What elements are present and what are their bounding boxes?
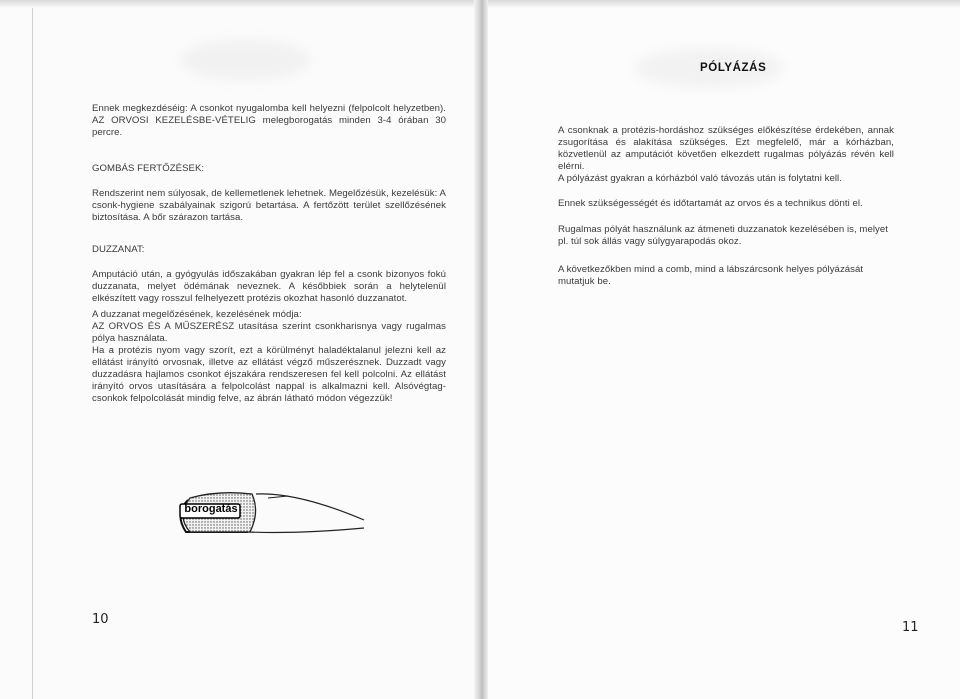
swelling-paragraph-1: Amputáció után, a gyógyulás időszakában gyakran lép fel a csonk bizonyos fokú duzzanata, melyet ödémának neveznek. A későbbiek során a helytelenül elkészített vagy rosszul felhelyezett protézis okozhat hasonló duzzanatot. bbox=[92, 269, 446, 304]
right-page bbox=[484, 0, 960, 699]
bandaging-paragraph-1: A csonknak a protézis-hordáshoz szükséges előkészítése érdekében, annak zsugorítása és alakítása szükséges. Ezt megfelelő, már a kórházban, közvetlenül az amputációt követően elkezdett rugalmas pólyázás révén kell elérni. bbox=[558, 125, 894, 172]
top-shade bbox=[0, 0, 478, 8]
bandaging-paragraph-3: Ennek szükségességét és időtartamát az orvos és a technikus dönti el. bbox=[558, 198, 863, 209]
page-number-right: 11 bbox=[902, 620, 919, 635]
top-shade bbox=[484, 0, 960, 8]
swelling-heading: DUZZANAT: bbox=[92, 244, 145, 255]
fungal-heading: GOMBÁS FERTŐZÉSEK: bbox=[92, 163, 205, 174]
book-gutter bbox=[474, 0, 488, 699]
compress-label: borogatás bbox=[184, 503, 238, 515]
page-number-left: 10 bbox=[92, 612, 109, 627]
page-edge-line bbox=[32, 0, 33, 699]
bandaging-paragraph-4: Rugalmas pólyát használunk az átmeneti duzzanatok kezelésében is, melyet pl. túl sok állás vagy súlygyarapodás okoz. bbox=[558, 224, 888, 247]
swelling-paragraph-3: AZ ORVOS ÉS A MŰSZERÉSZ utasítása szerint csonkharisnya vagy rugalmas pólya használata. bbox=[92, 321, 446, 344]
page-title: PÓLYÁZÁS bbox=[700, 62, 767, 74]
bandaging-paragraph-5: A következőkben mind a comb, mind a lábszárcsonk helyes pólyázását mutatjuk be. bbox=[558, 264, 864, 287]
stump-elevation-illustration bbox=[168, 482, 368, 547]
print-smudge bbox=[180, 40, 310, 80]
swelling-paragraph-2: A duzzanat megelőzésének, kezelésének módja: bbox=[92, 309, 302, 320]
swelling-paragraph-4: Ha a protézis nyom vagy szorít, ezt a körülményt haladéktalanul jelezni kell az ellátást irányító orvosnak, illetve az ellátást végző műszerésznek. Duzzadt vagy duzzadásra hajlamos csonkot éjszakára rendszeresen fel kell polcolni. Az ellátást irányító orvos utasítására a felpolcolást nappal is alkalmazni kell. Alsóvégtag-csonkok felpolcolását mindig felve, az ábrán látható módon végezzük! bbox=[92, 345, 446, 404]
bandaging-paragraph-2: A pólyázást gyakran a kórházból való távozás után is folytatni kell. bbox=[558, 173, 842, 184]
fungal-paragraph: Rendszerint nem súlyosak, de kellemetlenek lehetnek. Megelőzésük, kezelésük: A csonk-hygiene szabályainak szigorú betartása. A fertőzött terület szellőzésének biztosítása. A bőr szárazon tartása. bbox=[92, 188, 446, 223]
intro-paragraph: Ennek megkezdéséig: A csonkot nyugalomba kell helyezni (felpolcolt helyzetben). AZ ORVOSI KEZELÉSBE-VÉTELIG melegborogatás minden 3-4 órában 30 percre. bbox=[92, 103, 446, 138]
